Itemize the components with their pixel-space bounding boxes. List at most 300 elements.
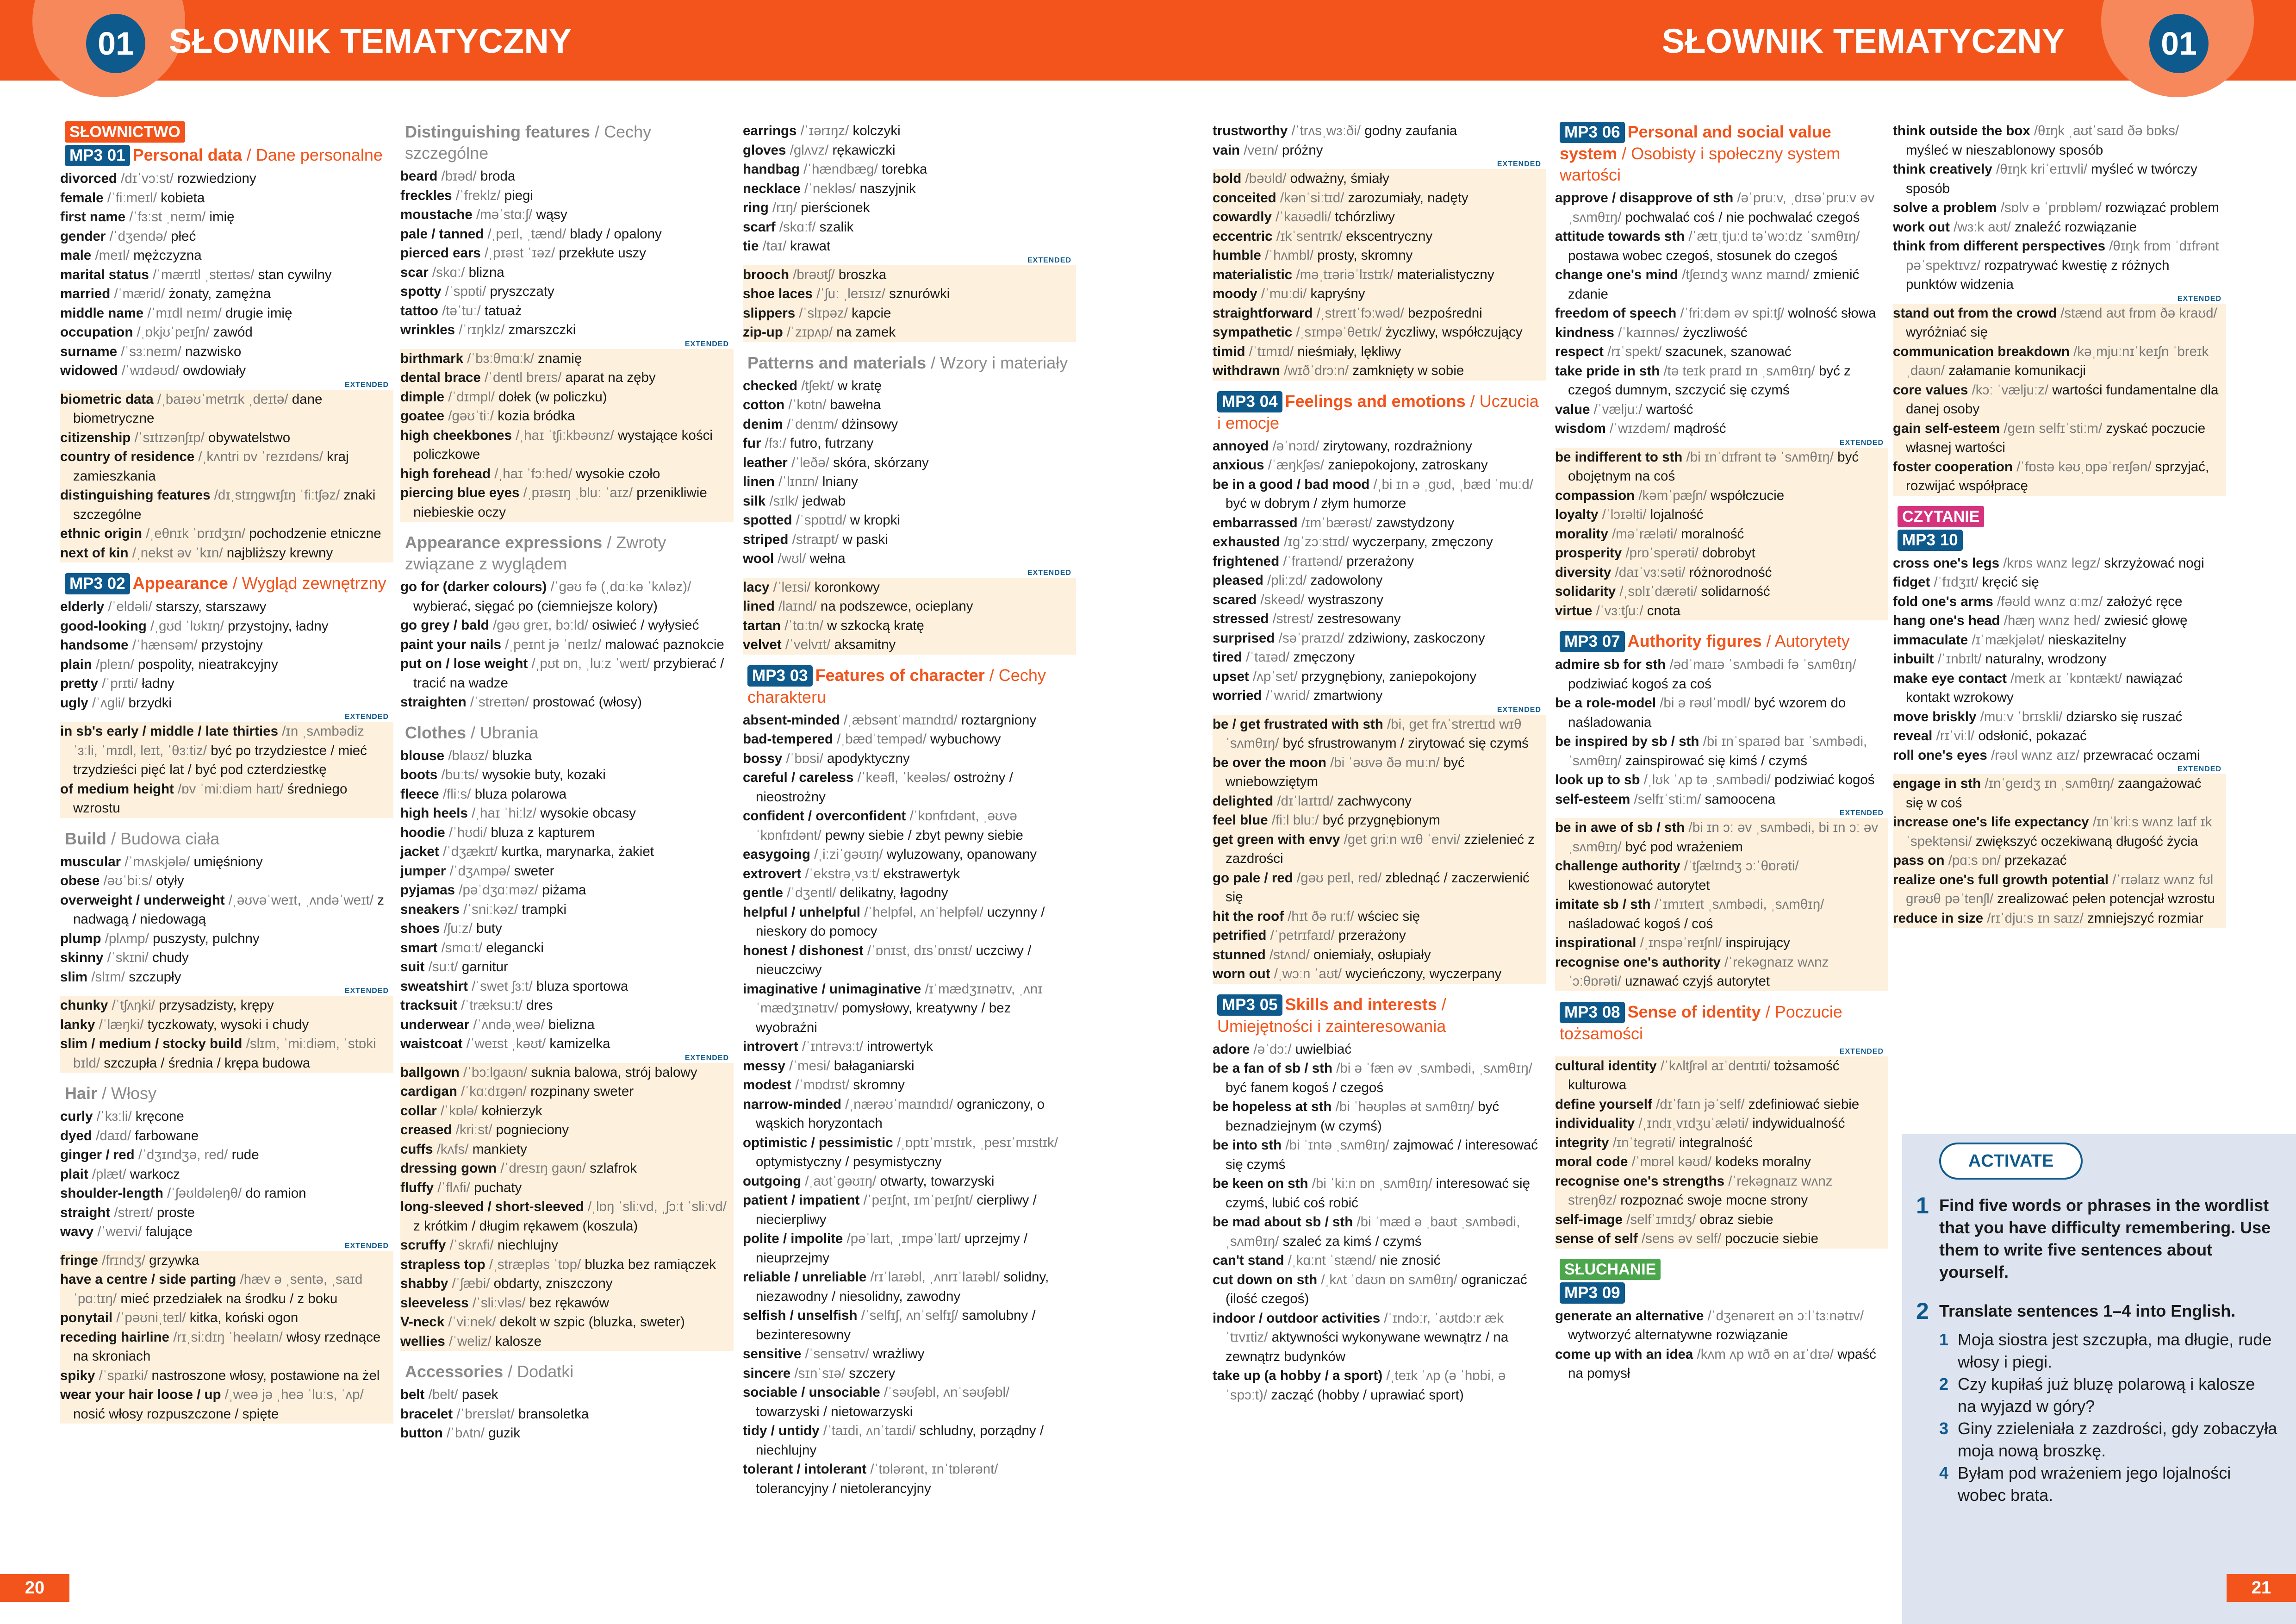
vocab-word: solve a problem <box>1893 200 1997 215</box>
vocab-translation: zmarszczki <box>508 322 576 337</box>
vocab-phonetic: /tʃeɪndʒ wʌnz maɪnd/ <box>1682 267 1810 282</box>
vocab-entry <box>1213 648 1546 667</box>
vocab-translation: imię <box>209 209 235 225</box>
vocab-entry <box>743 616 1076 636</box>
vocab-word: realize one's full growth potential <box>1893 872 2109 887</box>
vocab-translation: falujące <box>145 1224 193 1239</box>
vocab-entry <box>400 368 734 387</box>
vocab-translation: znamię <box>538 350 582 366</box>
vocab-word: adore <box>1213 1041 1250 1057</box>
vocab-phonetic: /ˈstreɪtən/ <box>470 694 529 710</box>
vocab-phonetic: /ˌiːziˈɡəʊɪŋ/ <box>814 847 883 862</box>
vocab-translation: bransoletka <box>518 1406 589 1422</box>
vocab-entry <box>1555 419 1888 438</box>
vocab-word: blouse <box>400 748 445 763</box>
vocab-phonetic: /selfˈɪmɪdʒ/ <box>1626 1212 1696 1227</box>
vocab-phonetic: /ˌɒptɪˈmɪstɪk, ˌpesɪˈmɪstɪk/ <box>896 1135 1058 1150</box>
vocab-translation: obdarty, zniszczony <box>493 1276 613 1291</box>
section-title-en: Skills and interests <box>1285 994 1437 1014</box>
vocab-translation: lniany <box>822 474 858 489</box>
vocab-entry <box>1213 188 1546 208</box>
vocab-entry <box>60 524 393 543</box>
vocab-entry <box>1213 437 1546 456</box>
vocab-entry <box>400 900 734 919</box>
vocab-word: overweight / underweight <box>60 892 225 908</box>
vocab-word: scarf <box>743 219 776 235</box>
vocab-word: striped <box>743 531 789 547</box>
vocab-entry <box>400 1140 734 1159</box>
vocab-phonetic: /bi ˈkiːn ɒn ˌsʌmθɪŋ/ <box>1312 1176 1432 1191</box>
vocab-entry <box>743 883 1076 903</box>
vocab-word: can't stand <box>1213 1253 1284 1268</box>
vocab-translation: rozpinany sweter <box>530 1084 634 1099</box>
vocab-translation: mieć przedziałek na środku / z boku <box>120 1291 338 1306</box>
vocab-translation: cierpliwy / niecierpliwy <box>756 1193 1037 1227</box>
vocab-entry <box>1213 964 1546 984</box>
vocab-phonetic: /ˈʌɡli/ <box>92 695 125 711</box>
page-title: SŁOWNIK TEMATYCZNY <box>1661 22 2065 60</box>
vocab-entry <box>400 483 734 522</box>
vocab-translation: skromny <box>853 1077 905 1093</box>
vocab-translation: otwarty, towarzyski <box>880 1173 995 1189</box>
vocab-phonetic: /rɪˈlaɪəbl, ˌʌnrɪˈlaɪəbl/ <box>870 1269 1000 1285</box>
sentence <box>1939 1329 2277 1373</box>
section-title-pl: Cechy charakteru <box>747 665 1046 706</box>
vocab-translation: zadowolony <box>1310 573 1383 588</box>
vocab-translation: mankiety <box>472 1141 527 1157</box>
vocab-entry <box>60 891 393 929</box>
section-title-en: Authority figures <box>1627 631 1762 650</box>
vocab-translation: przerażony <box>1346 553 1414 569</box>
vocab-entry <box>400 693 734 712</box>
vocab-translation: z krótkim / długim rękawem (koszula) <box>413 1218 638 1234</box>
vocab-phonetic: /streɪt/ <box>114 1205 153 1220</box>
vocab-phonetic: /ˈkɒtn/ <box>788 397 827 412</box>
section-title-en: Appearance <box>132 574 228 593</box>
vocab-translation: kamizelka <box>549 1036 610 1051</box>
vocab-word: hit the roof <box>1213 908 1284 924</box>
vocab-entry <box>1213 1309 1546 1367</box>
vocab-translation: aktywności wykonywane wewnątrz / na zewnątrz budynków <box>1226 1330 1509 1364</box>
vocab-word: wavy <box>60 1224 94 1239</box>
wordlist-section <box>1213 994 1541 1405</box>
unit-number-badge: 01 <box>86 14 145 73</box>
vocab-word: look up to sb <box>1555 772 1640 787</box>
vocab-translation: życzliwość <box>1683 325 1748 340</box>
vocab-word: recognise one's authority <box>1555 954 1721 970</box>
section-heading <box>1560 121 1884 186</box>
vocab-entry <box>1213 1251 1546 1270</box>
vocab-entry <box>1555 1133 1888 1153</box>
vocab-translation: zrealizować pełen potencjał wzrostu <box>1997 891 2215 906</box>
vocab-translation: wrażliwy <box>873 1346 925 1362</box>
vocab-phonetic: /ˈdenɪm/ <box>787 416 838 432</box>
vocab-translation: w paski <box>842 531 888 547</box>
vocab-word: slim <box>60 969 88 985</box>
vocab-phonetic: /ˈmesi/ <box>789 1058 830 1074</box>
vocab-entry <box>60 428 393 448</box>
vocab-entry <box>400 804 734 823</box>
vocab-translation: myśleć w twórczy sposób <box>1906 162 2197 196</box>
vocab-word: think creatively <box>1893 162 1992 177</box>
vocab-entry <box>1213 342 1546 362</box>
vocab-word: increase one's life expectancy <box>1893 814 2089 830</box>
vocab-phonetic: /ˈɪmɪteɪt ˌsʌmbədi, ˌsʌmθɪŋ/ <box>1654 897 1824 912</box>
vocab-word: necklace <box>743 181 801 196</box>
vocab-translation: w szkocką kratę <box>827 618 924 633</box>
vocab-entry <box>1555 1152 1888 1172</box>
vocab-phonetic: /taɪ/ <box>762 238 787 254</box>
vocab-translation: tolerancyjny / nietolerancyjny <box>756 1480 931 1496</box>
vocab-phonetic: /ˈwʌrid/ <box>1265 688 1310 703</box>
vocab-word: widowed <box>60 363 118 378</box>
vocab-word: stand out from the crowd <box>1893 305 2057 321</box>
vocab-word: delighted <box>1213 793 1274 809</box>
vocab-word: tolerant / intolerant <box>743 1462 867 1477</box>
vocab-word: married <box>60 286 111 301</box>
vocab-phonetic: /ˈnekləs/ <box>804 181 856 196</box>
vocab-translation: torebka <box>882 162 927 177</box>
vocab-entry <box>60 1145 393 1165</box>
vocab-entry <box>1555 856 1888 895</box>
vocab-word: dressing gown <box>400 1161 497 1176</box>
vocab-phonetic: /ˈlæŋki/ <box>99 1017 144 1032</box>
vocab-phonetic: /ˈspɒti/ <box>445 284 486 299</box>
wordlist-section <box>1555 121 1884 620</box>
vocab-phonetic: /ˈvæljuː/ <box>1593 401 1643 417</box>
section-separator: / <box>466 723 480 742</box>
vocab-entry <box>1555 933 1888 953</box>
vocab-phonetic: /ˈskɪni/ <box>107 950 149 965</box>
vocab-entry <box>1555 1172 1888 1210</box>
vocab-word: morality <box>1555 526 1608 542</box>
vocab-phonetic: /plæt/ <box>92 1166 126 1182</box>
vocab-phonetic: /ˈmɒdɪst/ <box>795 1077 850 1093</box>
vocab-word: occupation <box>60 325 133 340</box>
section-heading <box>405 532 729 575</box>
section-heading <box>1217 994 1541 1037</box>
vocab-phonetic: /ˈdentl breɪs/ <box>485 370 562 385</box>
vocab-entry <box>400 862 734 881</box>
vocab-translation: nosić włosy rozpuszczone / spięte <box>73 1406 279 1422</box>
section-heading <box>405 1361 729 1382</box>
vocab-translation: przysadzisty, krępy <box>159 998 274 1013</box>
vocab-translation: krawat <box>790 238 831 254</box>
task <box>1916 1300 2277 1322</box>
sentence-text: Czy kupiłaś już bluzę polarową i kalosze na wyjazd w góry? <box>1958 1374 2255 1416</box>
vocab-phonetic: /əˈdɔː/ <box>1253 1041 1292 1057</box>
wordlist-section <box>60 121 389 562</box>
vocab-word: sense of self <box>1555 1231 1638 1246</box>
vocab-phonetic: /daɪˈvɜːsəti/ <box>1615 564 1686 580</box>
vocab-translation: uwielbiać <box>1295 1041 1352 1057</box>
vocab-entry <box>400 842 734 862</box>
vocab-word: tattoo <box>400 303 438 319</box>
vocab-phonetic: /ˈpeɪʃnt, ɪmˈpeɪʃnt/ <box>863 1193 973 1208</box>
vocab-entry <box>60 871 393 891</box>
vocab-entry <box>400 1385 734 1405</box>
vocab-entry <box>400 1015 734 1035</box>
vocab-translation: żonaty, zamężna <box>168 286 271 301</box>
section-heading <box>1217 391 1541 434</box>
section-title-en: Personal and social value system <box>1560 122 1831 163</box>
page-title: SŁOWNIK TEMATYCZNY <box>169 22 572 60</box>
sentence-text: Giny zzieleniała z zazdrości, gdy zobaczyła moja nową broszkę. <box>1958 1419 2277 1460</box>
vocab-translation: malować paznokcie <box>605 637 724 652</box>
vocab-translation: dres <box>526 998 553 1013</box>
vocab-word: integrity <box>1555 1135 1609 1150</box>
vocab-translation: pasek <box>461 1387 498 1402</box>
vocab-phonetic: /ˈspaɪki/ <box>99 1368 148 1383</box>
vocab-word: marital status <box>60 267 149 282</box>
vocab-word: pyjamas <box>400 882 455 898</box>
vocab-translation: bałaganiarski <box>834 1058 915 1074</box>
vocab-phonetic: /ɡlʌvz/ <box>790 142 829 158</box>
vocab-word: in sb's early / middle / late thirties <box>60 724 278 739</box>
wordlist-section <box>743 665 1071 1499</box>
vocab-entry <box>400 1255 734 1274</box>
vocab-translation: rozpoznać swoje mocne strony <box>1620 1193 1808 1208</box>
vocab-entry <box>60 323 393 342</box>
vocab-phonetic: /ˌpɪəst ˈɪəz/ <box>485 245 555 261</box>
section-separator: / <box>1761 631 1775 650</box>
vocab-word: go pale / red <box>1213 870 1293 886</box>
vocab-phonetic: /ˌsɒlɪˈdærəti/ <box>1619 584 1698 599</box>
wordlist-column <box>1555 121 1884 1570</box>
vocab-word: stressed <box>1213 611 1269 626</box>
vocab-translation: szczery <box>849 1365 896 1381</box>
vocab-phonetic: /rɪˌsiːdɪŋ ˈheəlaɪn/ <box>173 1329 283 1345</box>
wordlist-column <box>60 121 389 1570</box>
vocab-phonetic: /stʌnd/ <box>1269 947 1310 962</box>
vocab-word: extrovert <box>743 866 802 881</box>
vocab-phonetic: /slɪm/ <box>91 969 125 985</box>
vocab-entry <box>1893 457 2226 496</box>
vocab-phonetic: /ˈmɒrəl kəʊd/ <box>1631 1154 1712 1169</box>
vocab-word: cultural identity <box>1555 1058 1657 1074</box>
vocab-translation: odsłonić, pokazać <box>1978 728 2087 743</box>
vocab-entry <box>743 980 1076 1037</box>
vocab-phonetic: /dɪˌstɪŋɡwɪʃɪŋ ˈfiːtʃəz/ <box>214 487 340 503</box>
vocab-entry <box>1213 609 1546 629</box>
vocab-translation: interesować się czymś, lubić coś robić <box>1226 1176 1530 1211</box>
vocab-entry <box>400 1063 734 1082</box>
vocab-translation: kapcie <box>852 305 891 321</box>
vocab-phonetic: /wɜːk aʊt/ <box>1954 219 2011 235</box>
vocab-phonetic: /bi ˈəʊvə ðə muːn/ <box>1330 755 1440 770</box>
vocab-phonetic: /ˈtræksuːt/ <box>461 998 523 1013</box>
vocab-entry <box>743 323 1076 342</box>
vocab-phonetic: /məˈræləti/ <box>1612 526 1677 542</box>
vocab-word: sincere <box>743 1365 791 1381</box>
vocab-entry <box>400 244 734 263</box>
sentence-number: 4 <box>1939 1463 1949 1482</box>
vocab-word: goatee <box>400 408 445 424</box>
vocab-entry <box>743 845 1076 864</box>
vocab-word: absent-minded <box>743 712 840 728</box>
vocab-translation: kręcone <box>135 1109 184 1124</box>
vocab-entry <box>1213 629 1546 648</box>
vocab-entry <box>1213 1136 1546 1174</box>
vocab-translation: kozia bródka <box>498 408 575 424</box>
vocab-entry <box>1893 381 2226 419</box>
vocab-word: reliable / unreliable <box>743 1269 867 1285</box>
vocab-phonetic: /ˈsliːvləs/ <box>472 1295 526 1311</box>
vocab-translation: wysokie obcasy <box>540 806 636 821</box>
vocab-word: chunky <box>60 998 108 1013</box>
vocab-entry <box>743 304 1076 323</box>
vocab-entry <box>1213 1040 1546 1059</box>
vocab-phonetic: /ˈviːnek/ <box>448 1314 496 1330</box>
extended-label: EXTENDED <box>2177 765 2221 773</box>
vocab-word: immaculate <box>1893 632 1968 648</box>
vocab-translation: starszy, starszawy <box>156 599 267 614</box>
vocab-word: high cheekbones <box>400 427 512 443</box>
vocab-word: imitate sb / sth <box>1555 897 1651 912</box>
vocab-translation: wysokie buty, kozaki <box>482 767 606 782</box>
vocab-phonetic: /kəˌmjuːnɪˈkeɪʃn ˈbreɪkˌdaʊn/ <box>1906 344 2209 378</box>
vocab-entry <box>60 543 393 563</box>
vocab-word: shoulder-length <box>60 1186 163 1201</box>
vocab-word: helpful / unhelpful <box>743 904 860 920</box>
vocab-entry <box>1213 590 1546 610</box>
vocab-phonetic: /səˈpraɪzd/ <box>1278 630 1344 646</box>
vocab-entry <box>743 1268 1076 1306</box>
section-title-en: Appearance expressions <box>405 533 603 552</box>
vocab-phonetic: /rɪˈspekt/ <box>1607 344 1662 359</box>
vocab-entry <box>1555 323 1888 343</box>
vocab-translation: życzliwy, współczujący <box>1385 325 1523 340</box>
vocab-phonetic: /ˈfɒstə kəʊˌɒpəˈreɪʃən/ <box>2016 459 2152 475</box>
vocab-entry <box>1213 830 1546 868</box>
vocab-phonetic: /plʌmp/ <box>105 931 149 946</box>
vocab-entry <box>743 284 1076 304</box>
vocab-phonetic: /ˈdresɪŋ ɡaʊn/ <box>500 1161 586 1176</box>
vocab-phonetic: /məˈstɑːʃ/ <box>476 207 533 222</box>
vocab-phonetic: /kriːst/ <box>455 1122 492 1137</box>
vocab-entry <box>1893 218 2226 237</box>
vocab-word: engage in sth <box>1893 776 1981 791</box>
extended-label: EXTENDED <box>1497 160 1541 168</box>
section-title-en: Feelings and emotions <box>1285 391 1466 411</box>
vocab-translation: odważny, śmiały <box>1290 171 1389 186</box>
vocab-entry <box>400 1312 734 1332</box>
vocab-entry <box>743 578 1076 597</box>
vocab-phonetic: /ˌwɔːn ˈaʊt/ <box>1274 966 1342 981</box>
vocab-entry <box>743 265 1076 285</box>
vocab-phonetic: /rəʊl wʌnz aɪz/ <box>1991 747 2080 763</box>
vocab-phonetic: /ˈbreɪslət/ <box>456 1406 515 1422</box>
vocab-translation: zainspirować się kimś / czymś <box>1625 753 1808 768</box>
vocab-translation: dekolt w szpic (bluzka, sweter) <box>499 1314 685 1330</box>
vocab-entry <box>400 1293 734 1313</box>
vocab-translation: wełna <box>809 551 846 566</box>
vocab-phonetic: /fəʊld wʌnz ɑːmz/ <box>1997 593 2103 609</box>
vocab-translation: zyskać poczucie własnej wartości <box>1906 420 2206 455</box>
vocab-phonetic: /ˈweliz/ <box>448 1333 492 1349</box>
wordlist-column <box>400 121 729 1570</box>
vocab-word: value <box>1555 401 1590 417</box>
section-title-en: Build <box>65 829 106 848</box>
task-number: 2 <box>1916 1298 1929 1324</box>
vocab-translation: zwiesić głowę <box>2104 613 2188 628</box>
vocab-word: roll one's eyes <box>1893 747 1987 763</box>
wordlist-section <box>1555 631 1884 991</box>
vocab-translation: mądrość <box>1674 421 1726 436</box>
vocab-translation: przystojny <box>201 637 263 653</box>
vocab-translation: farbowane <box>135 1128 199 1143</box>
vocab-translation: kurtka, marynarka, żakiet <box>501 844 654 859</box>
vocab-phonetic: /krɒs wʌnz leɡz/ <box>2003 555 2101 571</box>
vocab-translation: wybuchowy <box>930 731 1001 747</box>
vocab-word: next of kin <box>60 545 129 561</box>
vocab-translation: naturalny, wrodzony <box>1985 651 2107 667</box>
vocab-word: worried <box>1213 688 1262 703</box>
vocab-word: honest / dishonest <box>743 943 864 958</box>
vocab-entry <box>1213 868 1546 907</box>
vocab-translation: szczupły <box>129 969 181 985</box>
section-heading <box>65 144 389 166</box>
vocab-phonetic: /ˈhænsəm/ <box>132 637 198 653</box>
vocab-translation: uprzejmy / nieuprzejmy <box>756 1231 1028 1266</box>
vocab-entry <box>60 996 393 1015</box>
vocab-translation: zaniepokojony, zatroskany <box>1328 457 1488 473</box>
page-number-left: 20 <box>0 1574 69 1602</box>
vocab-word: slim / medium / stocky build <box>60 1036 243 1051</box>
vocab-translation: być z czegoś dumnym, szczycić się czymś <box>1568 363 1851 398</box>
vocab-translation: elegancki <box>486 940 544 956</box>
vocab-translation: załamanie komunikacji <box>1948 363 2086 378</box>
vocab-entry <box>1893 650 2226 669</box>
vocab-word: reveal <box>1893 728 1933 743</box>
vocab-word: biometric data <box>60 391 154 407</box>
vocab-word: female <box>60 190 104 206</box>
vocab-phonetic: /selfɪˈstiːm/ <box>1634 791 1701 807</box>
vocab-phonetic: /ˈsensətɪv/ <box>805 1346 869 1362</box>
vocab-entry <box>60 597 393 617</box>
vocab-entry <box>1893 726 2226 746</box>
vocab-entry <box>60 447 393 486</box>
vocab-entry <box>743 218 1076 237</box>
vocab-phonetic: /kʌm ʌp wɪð ən aɪˈdɪə/ <box>1697 1346 1834 1362</box>
vocab-entry <box>400 263 734 282</box>
vocab-translation: piżama <box>542 882 586 898</box>
vocab-phonetic: /slɪm, ˈmiːdiəm, ˈstɒki bɪld/ <box>73 1036 376 1071</box>
vocab-word: challenge authority <box>1555 858 1680 874</box>
vocab-entry <box>1213 169 1546 188</box>
vocab-entry <box>400 1120 734 1140</box>
vocab-entry <box>400 1178 734 1198</box>
vocab-entry <box>743 1344 1076 1364</box>
vocab-entry <box>400 186 734 206</box>
vocab-translation: kwestionować autorytet <box>1568 877 1710 893</box>
vocab-entry <box>400 938 734 958</box>
vocab-entry <box>743 1133 1076 1172</box>
vocab-translation: pochwalać coś / nie pochwalać czegoś <box>1625 209 1860 225</box>
vocab-entry <box>1893 592 2226 612</box>
vocab-entry <box>60 722 393 780</box>
vocab-phonetic: /ˌhaɪ ˈtʃiːkbəʊnz/ <box>516 427 614 443</box>
vocab-phonetic: /ˈtɪmɪd/ <box>1249 344 1294 359</box>
vocab-translation: ograniczony, o wąskich horyzontach <box>756 1096 1045 1131</box>
mp3-track-badge: MP3 07 <box>1560 631 1625 652</box>
vocab-entry <box>1555 1114 1888 1133</box>
vocab-phonetic: /bi ˈɪntə ˌsʌmθɪŋ/ <box>1285 1137 1389 1153</box>
vocab-entry <box>1555 953 1888 991</box>
vocab-translation: delikatny, łagodny <box>840 885 948 900</box>
vocab-translation: umięśniony <box>193 854 263 869</box>
vocab-phonetic: /wɪðˈdrɔːn/ <box>1284 363 1349 378</box>
